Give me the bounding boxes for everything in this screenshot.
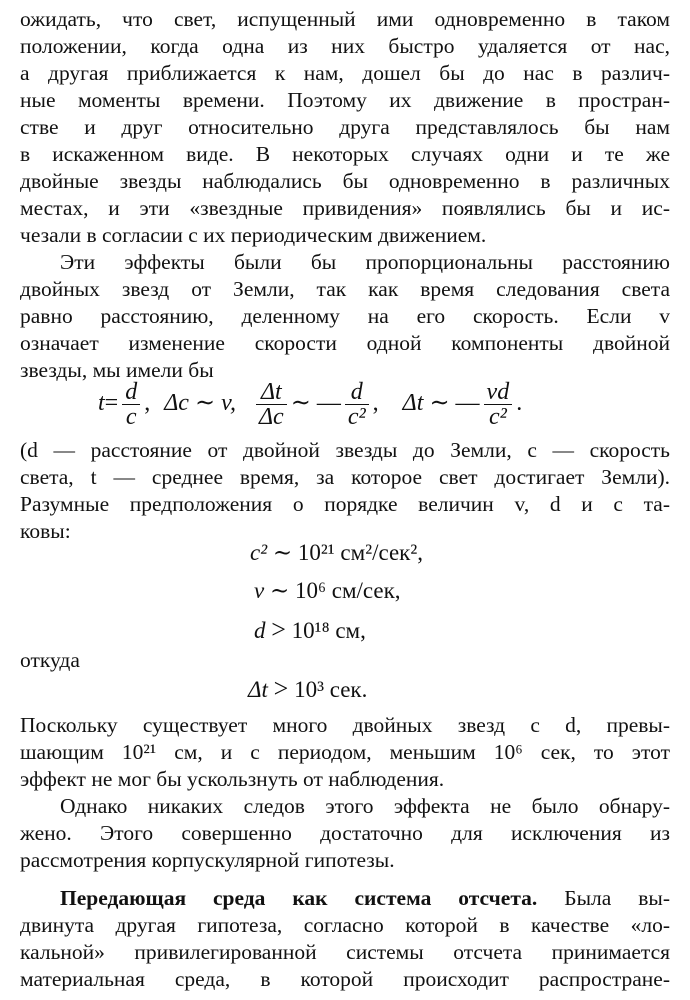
text-line: эффект не мог бы ускользнуть от наблюдения. — [20, 767, 445, 791]
text-line: в искаженном виде. В некоторых случаях одни и те же — [20, 142, 670, 166]
eq-symbol: . — [516, 390, 523, 417]
estimate-v — [254, 578, 401, 604]
eq-symbol: t — [98, 390, 105, 417]
text-line: означает изменение скорости одной компоненты двойной — [20, 331, 670, 355]
denominator: c — [125, 404, 137, 430]
text-fragment: Была вы- — [564, 886, 670, 910]
text-line: кальной» привилегированной системы отсчета принимается — [20, 940, 670, 964]
text-line: Однако никаких следов этого эффекта не было обнару- — [60, 794, 670, 818]
eq-rel: ∼ — [269, 578, 290, 603]
text-line: двойных звезд от Земли, так как время следования света — [20, 277, 670, 301]
paragraph-2 — [20, 249, 670, 384]
numerator: d — [345, 380, 369, 405]
text-line: шающим 10²¹ см, и с периодом, меньшим 10⁶ сек, то этот — [20, 740, 670, 764]
text-line: двинута другая гипотеза, согласно которой в качестве «ло- — [20, 913, 670, 937]
eq-symbol: v, — [221, 390, 236, 417]
denominator: c² — [488, 404, 507, 430]
paragraph-3 — [20, 437, 670, 545]
eq-rel: > — [273, 674, 289, 703]
eq-rel: ∼ — [272, 540, 293, 565]
eq-symbol: ∼ — — [290, 390, 341, 417]
eq-symbol: ∼ — [194, 390, 216, 417]
eq-symbol: , — [144, 390, 151, 417]
text-line: (d — расстояние от двойной звезды до Земли, c — скорость — [20, 438, 670, 462]
text-line: звезды, мы имели бы — [20, 358, 214, 382]
denominator: c² — [347, 404, 366, 430]
text-line: Поскольку существует много двойных звезд с d, превы- — [20, 713, 670, 737]
eq-lhs: c² — [250, 540, 268, 565]
fraction-d-over-c2 — [345, 380, 369, 429]
text-line: Разумные предположения о порядке величин v, d и c та- — [20, 492, 670, 516]
result-equation — [248, 674, 367, 704]
paragraph-4 — [20, 712, 670, 793]
text-line: жено. Этого совершенно достаточно для исключения из — [20, 821, 670, 845]
estimate-d — [254, 615, 366, 645]
fraction-vd-over-c2 — [484, 380, 513, 429]
main-equation — [98, 380, 522, 429]
text-line: двойные звезды наблюдались бы одновременно в различных — [20, 169, 670, 193]
text-line: рассмотрения корпускулярной гипотезы. — [20, 848, 395, 872]
denominator: Δc — [258, 404, 284, 430]
text-line: а другая приближается к нам, дошел бы до нас в различ- — [20, 61, 670, 85]
text-line: ковы: — [20, 519, 71, 543]
paragraph-5 — [20, 793, 670, 874]
eq-rhs: 10¹⁸ см, — [291, 618, 366, 643]
whence-word: откуда — [20, 648, 80, 672]
text-line: Эти эффекты были бы пропорциональны расстоянию — [60, 250, 670, 274]
text-line: света, t — среднее время, за которое свет достигает Земли). — [20, 465, 670, 489]
text-line: равно расстоянию, деленному на его скорость. Если v — [20, 304, 670, 328]
eq-rhs: 10³ сек. — [294, 677, 368, 702]
paragraph-1 — [20, 6, 670, 249]
eq-lhs: Δt — [248, 677, 268, 702]
section-heading: Передающая среда как система отсчета. — [60, 886, 538, 910]
eq-symbol: Δt — [402, 390, 424, 417]
eq-lhs: v — [254, 578, 265, 603]
fraction-d-over-c — [122, 380, 140, 429]
eq-symbol: Δc — [164, 390, 189, 417]
eq-symbol: = — [104, 390, 119, 417]
eq-symbol: ∼ — — [429, 390, 480, 417]
text-line: стве и друг относительно друга представлялось бы нам — [20, 115, 670, 139]
section-paragraph — [20, 885, 670, 993]
text-line: местах, и эти «звездные привидения» появлялись бы и ис- — [20, 196, 670, 220]
text-line: положении, когда одна из них быстро удаляется от нас, — [20, 34, 670, 58]
text-line: чезали в согласии с их периодическим движением. — [20, 223, 487, 247]
eq-rel: > — [271, 615, 286, 644]
eq-rhs: 10⁶ см/сек, — [295, 578, 401, 603]
text-line: ожидать, что свет, испущенный ими одновременно в таком — [20, 7, 670, 31]
text-line: материальная среда, в которой происходит распростране- — [20, 967, 670, 991]
fraction-dt-over-dc — [256, 380, 287, 429]
text-line: ные моменты времени. Поэтому их движение в простран- — [20, 88, 670, 112]
eq-rhs: 10²¹ см²/сек², — [297, 540, 423, 565]
numerator: vd — [484, 380, 513, 405]
text-line — [20, 885, 670, 912]
estimate-c2 — [250, 540, 423, 566]
eq-symbol: , — [372, 390, 379, 417]
numerator: d — [122, 380, 140, 405]
numerator: Δt — [256, 380, 287, 405]
eq-lhs: d — [254, 618, 266, 643]
